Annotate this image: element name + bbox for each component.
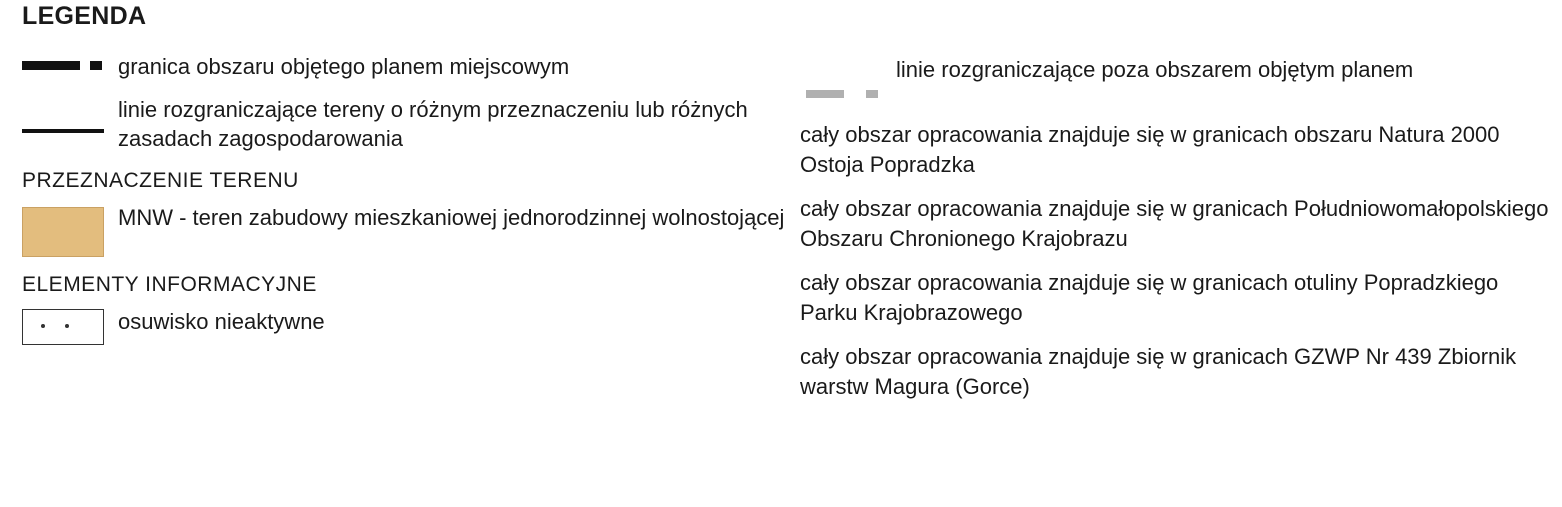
section-heading-information-elements: ELEMENTY INFORMACYJNE bbox=[22, 273, 317, 296]
plan-boundary-line-icon bbox=[22, 52, 118, 81]
swatch-wrapper bbox=[800, 52, 896, 110]
legend-entry-plan-boundary bbox=[22, 52, 792, 81]
section-heading-land-use: PRZEZNACZENIE TERENU bbox=[22, 169, 299, 192]
legend-entry-label: osuwisko nieaktywne bbox=[118, 309, 325, 334]
line-dot-segment bbox=[90, 61, 102, 70]
legend-entry-label: MNW - teren zabudowy mieszkaniowej jednorodzinnej wolnostojącej bbox=[118, 205, 785, 230]
legend-entry-division-lines bbox=[22, 95, 792, 153]
legend-entry-label: linie rozgraniczające poza obszarem objętym planem bbox=[896, 57, 1414, 82]
swatch-wrapper bbox=[22, 203, 118, 257]
line-segment bbox=[22, 129, 104, 133]
landslide-pattern-icon bbox=[22, 309, 104, 345]
legend-entry-landslide bbox=[22, 307, 792, 345]
page-title: LEGENDA bbox=[22, 2, 147, 30]
legend-entry-outside-plan-lines bbox=[800, 52, 1560, 110]
note-gzwp-aquifer: cały obszar opracowania znajduje się w granicach GZWP Nr 439 Zbiornik warstw Magura (Gorce) bbox=[800, 344, 1517, 399]
division-line-icon bbox=[22, 95, 118, 153]
swatch-wrapper bbox=[22, 307, 118, 345]
pattern-dot bbox=[41, 324, 45, 328]
legend-left-column bbox=[22, 52, 792, 359]
line-dash-segment bbox=[22, 61, 80, 70]
legend-entry-label: granica obszaru objętego planem miejscowym bbox=[118, 54, 570, 79]
note-poprad-landscape-park-buffer: cały obszar opracowania znajduje się w granicach otuliny Popradzkiego Parku Krajobrazowego bbox=[800, 270, 1499, 325]
land-use-color-swatch-icon bbox=[22, 207, 104, 257]
swatch-wrapper bbox=[22, 52, 118, 81]
note-natura-2000: cały obszar opracowania znajduje się w granicach obszaru Natura 2000 Ostoja Popradzka bbox=[800, 122, 1500, 177]
swatch-wrapper bbox=[22, 95, 118, 153]
outside-plan-boundary-line-icon bbox=[800, 52, 896, 110]
line-dash-segment bbox=[806, 90, 844, 98]
line-dot-segment bbox=[866, 90, 878, 98]
legend-right-column bbox=[800, 52, 1560, 416]
pattern-dot bbox=[65, 324, 69, 328]
legend-entry-label: linie rozgraniczające tereny o różnym przeznaczeniu lub różnych zasadach zagospodarowania bbox=[118, 97, 748, 151]
note-protected-landscape-area: cały obszar opracowania znajduje się w granicach Południowomałopolskiego Obszaru Chronionego Krajobrazu bbox=[800, 196, 1549, 251]
legend-entry-mnw bbox=[22, 203, 792, 257]
